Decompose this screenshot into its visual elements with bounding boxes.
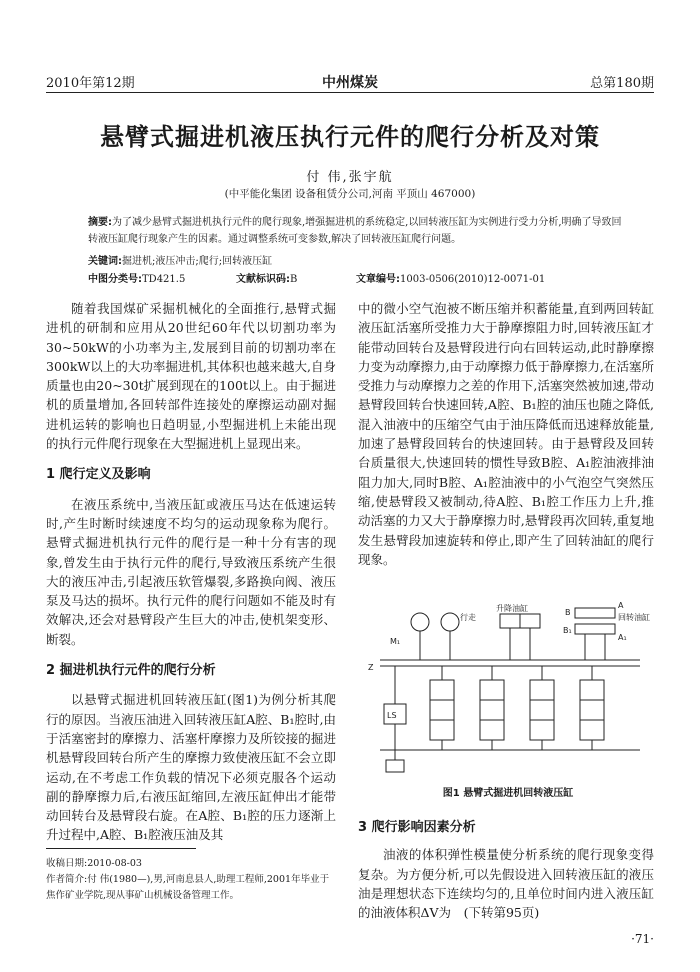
left-column — [46, 299, 336, 845]
section-2-paragraph: 以悬臂式掘进机回转液压缸(图1)为例分析其爬行的原因。当液压油进入回转液压缸A腔、B₁腔时,由于活塞密封的摩擦力、活塞杆摩擦力及所铰接的掘进机悬臂段回转台所产生的摩擦力致使液压缸不会立即运动,在不考虑工作负载的情况下必须克服各个运动副的静摩擦力后,右液压缸缩回,左液压缸伸出才能带动回转台及悬臂段右旋。在A腔、B₁腔的压力逐渐上升过程中,A腔、B₁腔液压油及其 — [46, 692, 336, 843]
affiliation: (中平能化集团 设备租赁分公司,河南 平顶山 467000) — [224, 188, 476, 200]
footnote — [46, 856, 336, 904]
valve-section-2-icon — [480, 680, 504, 740]
valve-section-3-icon — [530, 680, 554, 740]
tank-icon — [386, 760, 404, 772]
received-date: 收稿日期:2010-08-03 — [46, 858, 142, 869]
walk-label: 行走 — [460, 613, 476, 622]
a1-chamber-label: A₁ — [618, 633, 627, 642]
author-bio: 作者简介:付 伟(1980—),男,河南息县人,助理工程师,2001年毕业于焦作矿业学院,现从事矿山机械设备管理工作。 — [46, 874, 330, 901]
keywords-label: 关键词: — [88, 256, 122, 267]
walk-motor-left-icon — [411, 613, 429, 631]
clc-value: TD421.5 — [142, 274, 186, 285]
lift-label: 升降油缸 — [496, 604, 528, 613]
section-3-text: 油液的体积弹性模量使分析系统的爬行现象变得复杂。为方便分析,可以先假设进入回转液压缸的液压油是理想状态下连续均匀的,且单位时间内进入液压缸的油液体积ΔV为 — [358, 847, 654, 921]
clc-label: 中图分类号: — [88, 274, 142, 285]
authors: 付 伟,张宇航 — [306, 170, 394, 185]
total-issue-label: 总第180期 — [590, 76, 654, 91]
hydraulic-circuit-figure — [360, 600, 656, 780]
valve-section-4-icon — [580, 680, 604, 740]
doc-code-value: B — [290, 274, 298, 285]
rotate-cylinder-a1-icon — [575, 624, 615, 634]
a-chamber-label: A — [618, 601, 624, 610]
walk-motor-right-icon — [441, 613, 459, 631]
footnote-rule — [46, 848, 196, 849]
keywords — [88, 252, 623, 267]
doc-code-label: 文献标识码: — [236, 274, 290, 285]
issue-label: 2010年第12期 — [46, 76, 135, 91]
b1-chamber-label: B₁ — [563, 626, 572, 635]
section-2-heading: 2 掘进机执行元件的爬行分析 — [46, 663, 216, 679]
abstract-text: 为了减少悬臂式掘进机执行元件的爬行现象,增强掘进机的系统稳定,以回转液压缸为实例进行受力分析,明确了导致回转液压缸爬行现象产生的因素。通过调整系统可变参数,解决了回转液压缸爬行问题。 — [88, 217, 622, 245]
figure-caption: 图1 悬臂式掘进机回转液压缸 — [442, 788, 574, 799]
article-number-value: 1003-0506(2010)12-0071-01 — [400, 274, 546, 285]
section-1-paragraph: 在液压系统中,当液压缸或液压马达在低速运转时,产生时断时续速度不均匀的运动现象称为爬行。悬臂式掘进机执行元件的爬行是一种十分有害的现象,曾发生由于执行元件的爬行,导致液压系统产生很大的液压冲击,引起液压软管爆裂,多路换向阀、液压泵及马达的损坏。执行元件的爬行问题如不能及时有效解决,还会对悬臂段产生巨大的冲击,使机架变形、断裂。 — [46, 496, 336, 647]
abstract-label: 摘要: — [88, 217, 112, 228]
ls-label: LS — [387, 711, 397, 720]
keywords-text: 掘进机;液压冲击;爬行;回转液压缸 — [122, 256, 273, 267]
abstract — [88, 214, 623, 248]
right-column — [358, 299, 654, 569]
rotate-cylinder-b-icon — [575, 608, 615, 618]
section-1-heading: 1 爬行定义及影响 — [46, 467, 151, 483]
right-column-section-3 — [358, 818, 654, 922]
section-3-heading: 3 爬行影响因素分析 — [358, 820, 476, 835]
intro-paragraph: 随着我国煤矿采掘机械化的全面推行,悬臂式掘进机的研制和应用从20世纪60年代以切割功率为30~50kW的小功率为主,发展到目前的切割功率在300kW以上的大功率掘进机,其体积也越来越大,自身质量也由20~30t扩展到现在的100t以上。由于掘进机的质量增加,各回转部件连接处的摩擦运动副对掘进机运转的影响也日趋明显,小型掘进机上未能出现的执行元件爬行现象在大型掘进机上显现出来。 — [46, 301, 336, 452]
page-number: ·71· — [631, 932, 654, 946]
section-3-paragraph — [358, 845, 654, 922]
b-chamber-label: B — [565, 608, 571, 617]
article-number-label: 文章编号: — [356, 274, 400, 285]
header-rule — [46, 92, 654, 93]
journal-name: 中州煤炭 — [322, 75, 378, 91]
valve-section-1-icon — [430, 680, 454, 740]
paper-title: 悬臂式掘进机液压执行元件的爬行分析及对策 — [100, 123, 600, 151]
m1-label: M₁ — [390, 637, 401, 646]
rotate-label: 回转油缸 — [618, 613, 650, 622]
z-label: Z — [368, 663, 374, 672]
continued-note: (下转第95页) — [463, 905, 540, 921]
continued-paragraph: 中的微小空气泡被不断压缩并积蓄能量,直到两回转缸液压缸活塞所受推力大于静摩擦阻力时,回转液压缸才能带动回转台及悬臂段进行向右回转运动,此时静摩擦力变为动摩擦力,由于动摩擦力低于静摩擦力,在活塞所受推力与动摩擦力之差的作用下,活塞突然被加速,带动悬臂段回转台快速回转,A腔、B₁腔的油压也随之降低,混入油液中的压缩空气由于油压降低而迅速释放能量,加速了悬臂段回转台的快速回转。由于悬臂段及回转台质量很大,快速回转的惯性导致B腔、A₁腔油液排油阻力加大,同时B腔、A₁腔油液中的小气泡空气突然压缩,使悬臂段又被制动,待A腔、B₁腔工作压力上升,推动活塞的力又大于静摩擦力时,悬臂段再次回转,重复地发生悬臂段加速旋转和停止,即产生了回转油缸的爬行现象。 — [358, 301, 654, 567]
